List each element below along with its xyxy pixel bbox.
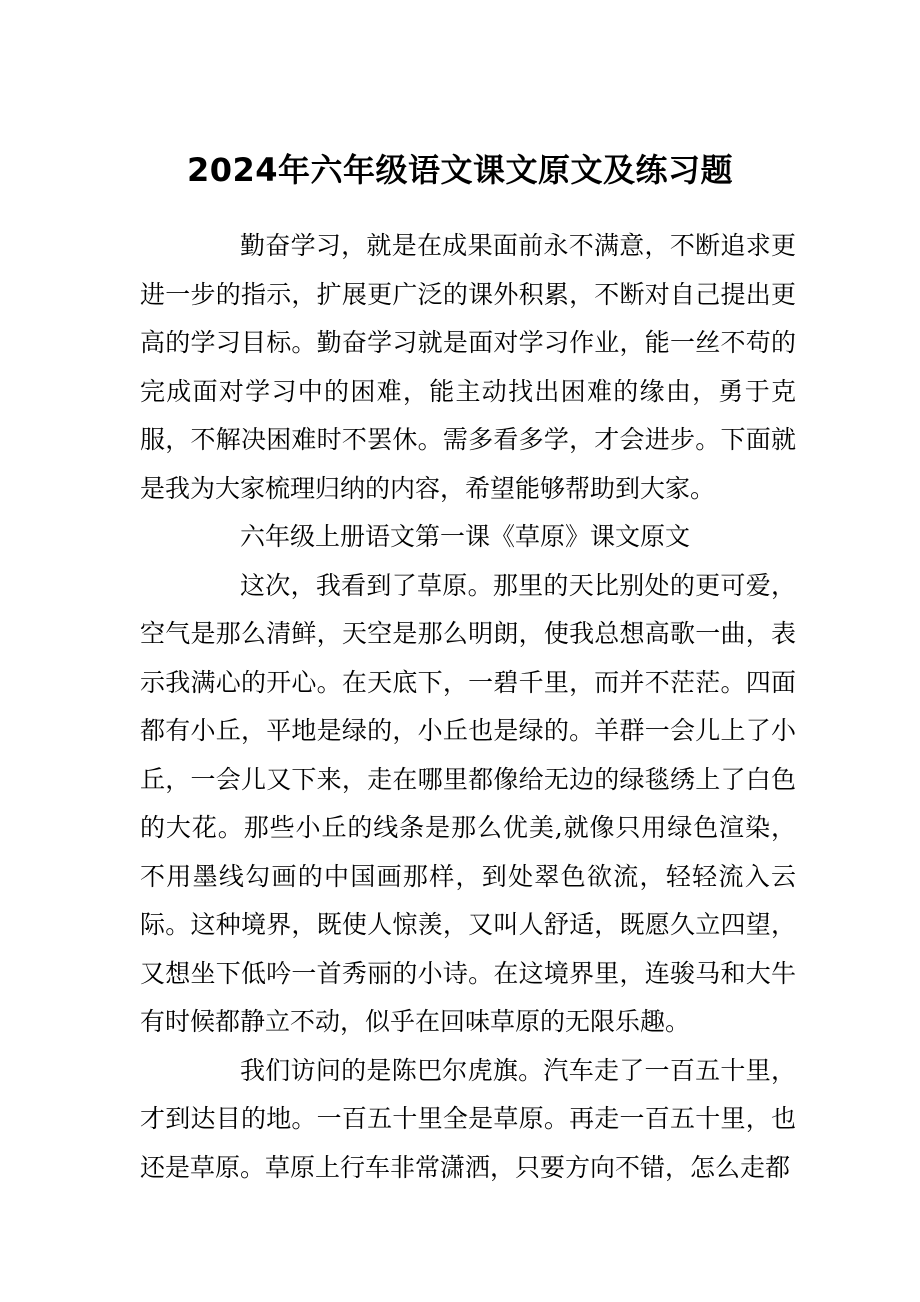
document-body (140, 222, 796, 1192)
lesson-heading: 六年级上册语文第一课《草原》课文原文 (240, 522, 691, 551)
grassland-paragraph-2: 我们访问的是陈巴尔虎旗。汽车走了一百五十里，才到达目的地。一百五十里全是草原。再走一百五十里，也还是草原。草原上行车非常潇洒，只要方向不错，怎么走都 (140, 1055, 796, 1182)
intro-paragraph: 勤奋学习，就是在成果面前永不满意，不断追求更进一步的指示，扩展更广泛的课外积累，不断对自己提出更高的学习目标。勤奋学习就是面对学习作业，能一丝不苟的完成面对学习中的困难，能主动找出困难的缘由，勇于克服，不解决困难时不罢休。需多看多学，才会进步。下面就是我为大家梳理归纳的内容，希望能够帮助到大家。 (140, 231, 796, 503)
document-title: 2024年六年级语文课文原文及练习题 (186, 151, 734, 189)
grassland-paragraph-1: 这次，我看到了草原。那里的天比别处的更可爱，空气是那么清鲜，天空是那么明朗，使我总想高歌一曲，表示我满心的开心。在天底下，一碧千里，而并不茫茫。四面都有小丘，平地是绿的，小丘也是绿的。羊群一会儿上了小丘，一会儿又下来，走在哪里都像给无边的绿毯绣上了白色的大花。那些小丘的线条是那么优美,就像只用绿色渲染，不用墨线勾画的中国画那样，到处翠色欲流，轻轻流入云际。这种境界，既使人惊羡，又叫人舒适，既愿久立四望，又想坐下低吟一首秀丽的小诗。在这境界里，连骏马和大牛有时候都静立不动，似乎在回味草原的无限乐趣。 (140, 570, 796, 1036)
